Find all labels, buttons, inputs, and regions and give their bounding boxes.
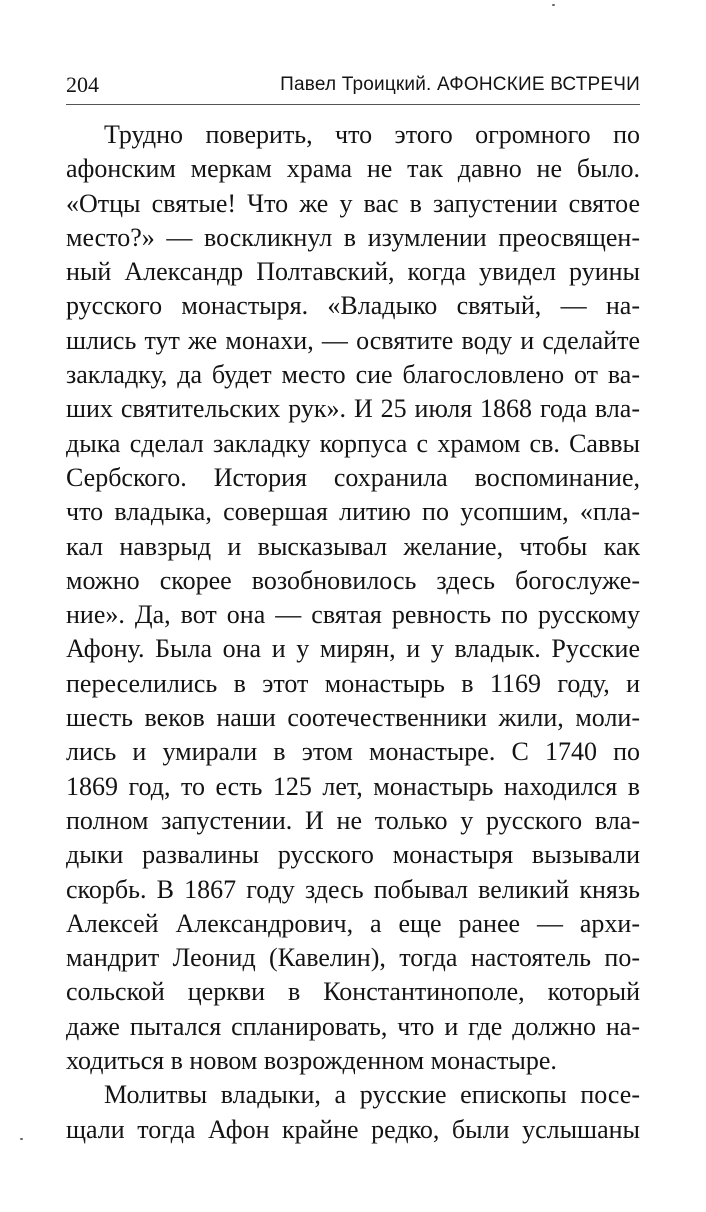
text-line: 1869 год, то есть 125 лет, монастырь находился в — [66, 771, 640, 801]
scan-speck — [552, 4, 555, 6]
text-line: шесть веков наши соотечественники жили, моли- — [66, 703, 640, 733]
text-line: Сербского. История сохранила воспоминание, — [66, 462, 640, 492]
text-line: шлись тут же монахи, — освятите воду и сделайте — [66, 325, 640, 355]
paragraph — [66, 118, 640, 1078]
text-line: ших святительских рук». И 25 июля 1868 года вла- — [66, 394, 640, 424]
text-line: лись и умирали в этом монастыре. С 1740 по — [66, 737, 640, 767]
text-line: место?» — воскликнул в изумлении преосвящен- — [66, 222, 640, 252]
text-line: «Отцы святые! Что же у вас в запустении святое — [66, 188, 640, 218]
body-text — [66, 118, 640, 1147]
text-line: ние». Да, вот она — святая ревность по русскому — [66, 600, 640, 630]
scan-speck — [20, 1138, 23, 1140]
text-line: полном запустении. И не только у русского вла- — [66, 805, 640, 835]
text-line: русского монастыря. «Владыко святый, — на- — [66, 291, 640, 321]
text-line: Алексей Александрович, а еще ранее — архи- — [66, 908, 640, 938]
text-line: закладку, да будет место сие благословлено от ва- — [66, 360, 640, 390]
text-line: дыки развалины русского монастыря вызывали — [66, 840, 640, 870]
text-line: скорбь. В 1867 году здесь побывал великий князь — [66, 874, 640, 904]
text-line: афонским меркам храма не так давно не было. — [66, 154, 640, 184]
running-header — [66, 70, 640, 105]
text-line: сольской церкви в Константинополе, который — [66, 977, 640, 1007]
text-line: Трудно поверить, что этого огромного по — [104, 120, 640, 149]
text-line: можно скорее возобновилось здесь богослуже- — [66, 565, 640, 595]
text-line: ходиться в новом возрожденном монастыре. — [66, 1046, 557, 1076]
text-line: кал навзрыд и высказывал желание, чтобы как — [66, 531, 640, 561]
text-line: Афону. Была она и у мирян, и у владык. Русские — [66, 634, 640, 664]
text-line: переселились в этот монастырь в 1169 году, и — [66, 668, 640, 698]
text-line: Молитвы владыки, а русские епископы посе- — [104, 1080, 640, 1110]
page-number: 204 — [66, 72, 99, 97]
text-line: ный Александр Полтавский, когда увидел руины — [66, 257, 640, 287]
text-line: даже пытался спланировать, что и где должно на- — [66, 1011, 640, 1041]
text-line: мандрит Леонид (Кавелин), тогда настоятель по- — [66, 943, 640, 973]
running-title: Павел Троицкий. АФОНСКИЕ ВСТРЕЧИ — [280, 74, 640, 95]
text-line: дыка сделал закладку корпуса с храмом св. Саввы — [66, 428, 640, 458]
text-line: щали тогда Афон крайне редко, были услышаны — [66, 1114, 640, 1144]
text-line: что владыка, совершая литию по усопшим, «пла- — [66, 497, 640, 527]
paragraph — [66, 1078, 640, 1147]
